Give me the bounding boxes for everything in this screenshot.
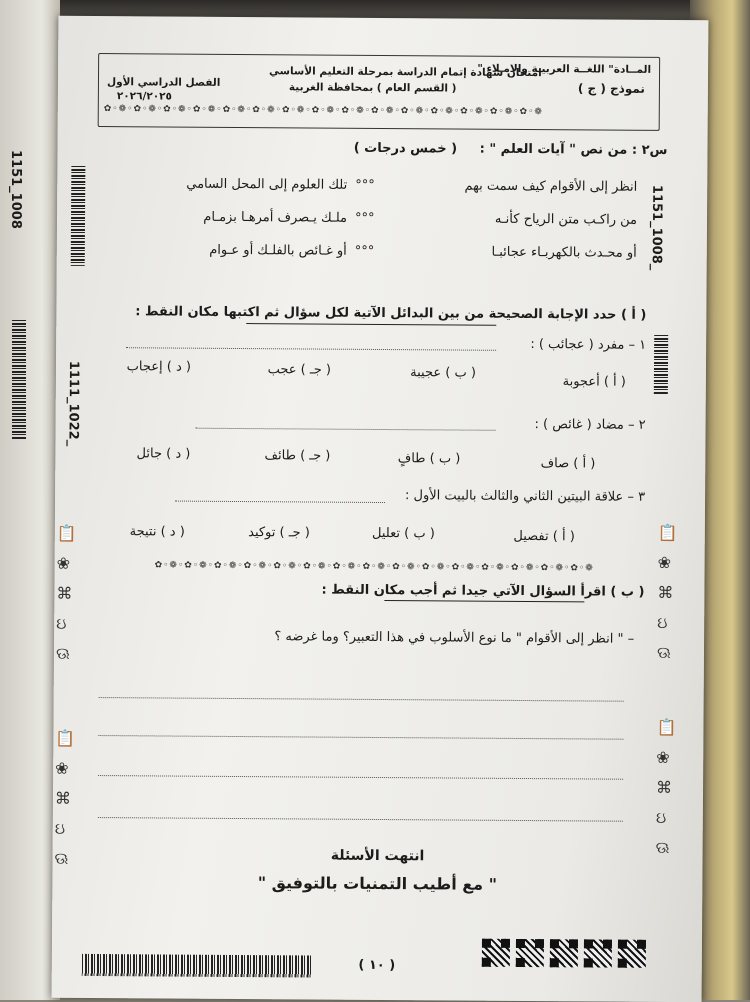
left-edge-code: 1151_1008 xyxy=(8,150,23,229)
item-1-option-d[interactable]: ( د ) إعجاب xyxy=(126,359,192,375)
right-margin-symbols-2 xyxy=(655,717,677,858)
poem-line-1-left: تلك العلوم إلى المحل السامي xyxy=(186,176,348,193)
item-2-prompt: ٢ – مضاد ( غائص ) : xyxy=(534,417,646,433)
exam-header xyxy=(98,53,661,131)
curl-icon: ઇ xyxy=(655,807,667,828)
command-icon: ⌘ xyxy=(657,582,674,603)
flower-icon: ❀ xyxy=(55,758,69,778)
item-3-options xyxy=(95,516,635,560)
clipboard-icon: 📋 xyxy=(55,728,76,748)
right-margin-symbols-1 xyxy=(656,522,678,663)
item-2-option-c[interactable]: ( جـ ) طائف xyxy=(264,448,331,464)
curl-icon: ઇ xyxy=(54,818,66,838)
command-icon: ⌘ xyxy=(56,583,73,603)
poem-separator-1: °°° xyxy=(355,177,375,193)
answer-line-4[interactable] xyxy=(98,816,623,822)
poem-separator-2: °°° xyxy=(354,210,375,226)
item-3-option-a[interactable]: ( أ ) تفصيل xyxy=(513,528,575,545)
qr-code-strip xyxy=(482,939,652,974)
clipboard-icon: 📋 xyxy=(56,523,77,543)
item-1-prompt: ١ – مفرد ( عجائب ) : xyxy=(530,337,647,353)
left-edge-barcode xyxy=(12,320,26,440)
bottom-barcode xyxy=(82,954,312,978)
flower-icon: ❀ xyxy=(656,747,670,768)
qr-code xyxy=(550,939,578,967)
exam-page xyxy=(52,16,709,1002)
exam-title: امتحان شهادة إتمام الدراسة بمرحلة التعليم الأساسي xyxy=(269,65,542,80)
clipboard-icon: 📋 xyxy=(656,717,677,738)
page-number: ( ١٠ ) xyxy=(358,957,396,974)
answer-line-3[interactable] xyxy=(98,774,623,780)
item-2-options xyxy=(95,441,635,485)
poem-line-1-right: انظر إلى الأقوام كيف سمت بهم xyxy=(464,178,638,195)
curl-icon: ઇ xyxy=(56,613,67,633)
poem-separator-3: °°° xyxy=(354,243,375,259)
item-1-option-b[interactable]: ( ب ) عجيبة xyxy=(410,365,477,381)
part-a-instruction-text: ( أ ) حدد الإجابة الصحيحة من بين البدائل الآتية لكل سؤال ثم اكتبها مكان النقط : xyxy=(135,304,647,323)
item-1-option-c[interactable]: ( جـ ) عجب xyxy=(267,362,332,378)
question-2-title xyxy=(287,140,667,158)
left-margin-barcode-top xyxy=(71,166,86,266)
term-label: الفصل الدراسي الأول xyxy=(106,76,221,89)
subject-label: المــادة" اللغــة العربيـة والامـلاء " xyxy=(477,62,652,76)
section-ornament: ✿◦❁◦✿◦❁◦✿◦❁◦✿◦❁◦✿◦❁◦✿◦❁◦✿◦❁◦✿◦❁◦✿◦❁◦✿◦❁◦✿◦❁◦✿◦❁◦✿◦❁◦✿◦❁◦✿◦❁ xyxy=(154,560,594,574)
item-2-option-b[interactable]: ( ب ) طافٍ xyxy=(397,451,461,467)
clipboard-icon: 📋 xyxy=(657,522,678,543)
answer-line-1[interactable] xyxy=(99,696,624,702)
poem-line-2-right: من راكـب متن الرياح كأنـه xyxy=(494,211,638,228)
item-1-option-a[interactable]: ( أ ) أعجوبة xyxy=(562,374,626,390)
item-3-prompt: ٣ – علاقة البيتين الثاني والثالث بالبيت الأول : xyxy=(404,488,646,505)
exam-section: ( القسم العام ) بمحافظة الغربية xyxy=(288,81,457,95)
qr-code xyxy=(482,939,510,967)
poem-line-2-left: ملـك يـصرف أمرهـا بزمـام xyxy=(203,209,348,226)
item-3-option-d[interactable]: ( د ) نتيجة xyxy=(129,524,185,540)
right-margin-code: 1151_1008_ xyxy=(648,184,665,271)
qr-code xyxy=(584,939,612,967)
model-label: نموذج ( ج ) xyxy=(577,81,645,96)
end-of-questions: انتهت الأسئلة xyxy=(330,847,425,865)
item-3-option-b[interactable]: ( ب ) تعليل xyxy=(372,525,435,542)
part-b-instruction: ( ب ) اقرأ السؤال الآتي جيدا ثم أجب مكان النقط : xyxy=(321,582,645,600)
poem-block xyxy=(97,176,638,261)
flower-icon: ❀ xyxy=(657,552,672,573)
poem-line-3-right: أو محـدث بالكهربـاء عجائبـا xyxy=(491,244,637,261)
left-margin-code: 1111_1022_ xyxy=(65,360,82,447)
poem-line-3-left: أو غـائص بالفلـك أو عـوام xyxy=(209,242,347,259)
part-b-question: – " انظر إلى الأقوام " ما نوع الأسلوب في هذا التعبير؟ وما غرضه ؟ xyxy=(274,629,635,647)
year-label: ٢٠٢٦/٢٠٢٥ xyxy=(116,90,173,103)
left-margin-symbols-2 xyxy=(54,728,76,868)
good-luck-message: " مع أطيب التمنيات بالتوفيق " xyxy=(257,873,498,894)
qr-code xyxy=(618,940,646,968)
header-ornament: ✿◦❁◦✿◦❁◦✿◦❁◦✿◦❁◦✿◦❁◦✿◦❁◦✿◦❁◦✿◦❁◦✿◦❁◦✿◦❁◦✿◦❁◦✿◦❁◦✿◦❁◦✿◦❁◦✿◦❁ xyxy=(103,104,543,118)
item-3-answer-line[interactable] xyxy=(175,500,385,503)
question-title-text: س٢ : من نص " آيات العلم " : xyxy=(479,141,668,158)
right-margin-barcode xyxy=(654,335,668,395)
loop-icon: ଊ xyxy=(655,837,670,858)
item-2-answer-line[interactable] xyxy=(196,427,496,431)
curl-icon: ઇ xyxy=(657,612,668,633)
question-marks: ( خمس درجات ) xyxy=(353,140,458,157)
loop-icon: ଊ xyxy=(656,642,671,663)
part-a-instruction xyxy=(135,304,647,323)
item-1-answer-line[interactable] xyxy=(126,346,496,351)
loop-icon: ଊ xyxy=(54,848,69,868)
command-icon: ⌘ xyxy=(655,777,673,798)
command-icon: ⌘ xyxy=(54,788,72,808)
answer-line-2[interactable] xyxy=(98,734,623,740)
loop-icon: ଊ xyxy=(55,643,70,663)
item-1-options xyxy=(96,361,636,405)
part-a-underline xyxy=(246,323,496,326)
part-b-underline xyxy=(384,600,584,603)
flower-icon: ❀ xyxy=(56,553,71,573)
item-2-option-a[interactable]: ( أ ) صاف xyxy=(540,456,596,472)
item-2-option-d[interactable]: ( د ) جائل xyxy=(136,446,191,462)
item-3-option-c[interactable]: ( جـ ) توكيد xyxy=(248,525,310,541)
left-margin-symbols-1 xyxy=(55,523,77,663)
qr-code xyxy=(516,939,544,967)
